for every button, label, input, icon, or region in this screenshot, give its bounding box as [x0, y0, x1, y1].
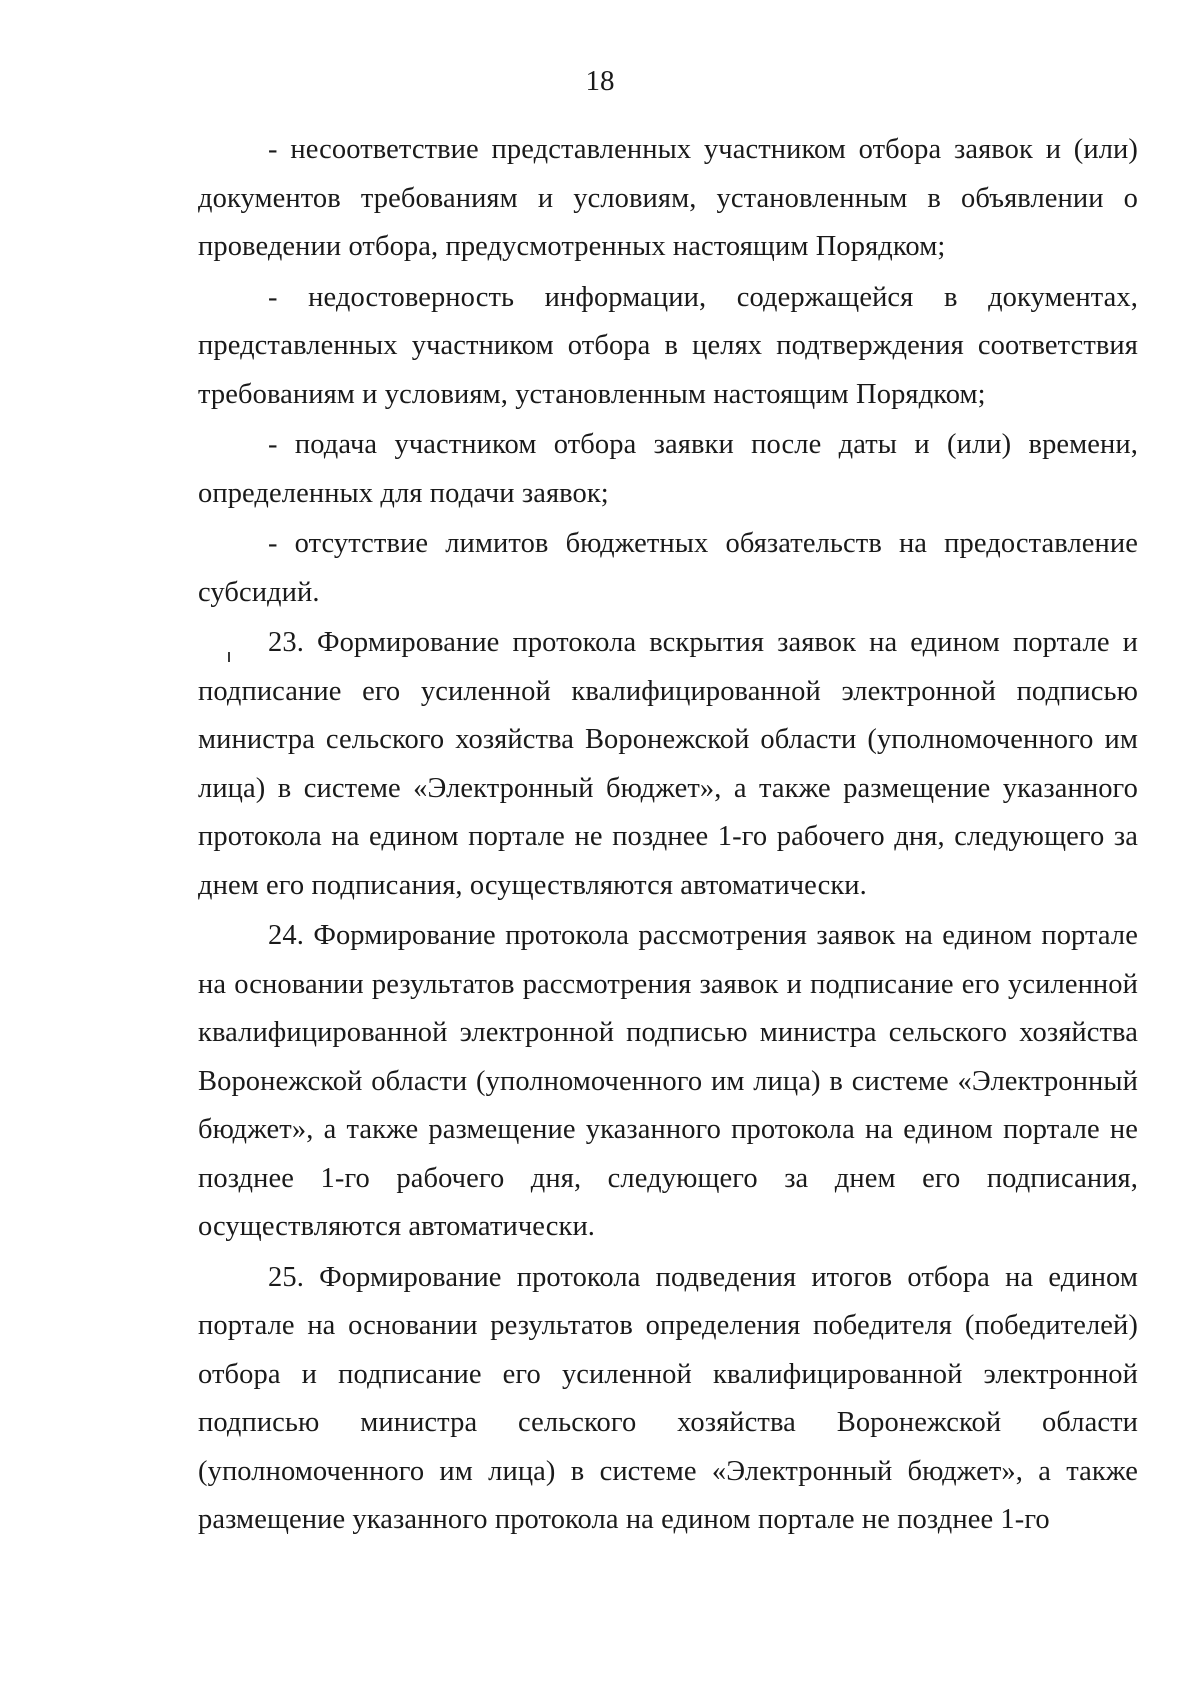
document-body [198, 126, 1138, 1545]
paragraph-2: - недостоверность информации, содержащейся в документах, представленных участником отбора в целях подтверждения соответствия требованиям и условиям, установленным настоящим Порядком; [198, 281, 1138, 410]
page-number: 18 [585, 65, 615, 97]
paragraph-6: 24. Формирование протокола рассмотрения заявок на едином портале на основании результатов рассмотрения заявок и подписание его усиленной квалифицированной электронной подписью министра сельского хозяйства Воронежской области (уполномоченного им лица) в системе «Электронный бюджет», а также размещение указанного протокола на едином портале не позднее 1-го рабочего дня, следующего за днем его подписания, осуществляются автоматически. [198, 920, 1138, 1242]
paragraph-4: - отсутствие лимитов бюджетных обязательств на предоставление субсидий. [198, 528, 1138, 608]
paragraph-1: - несоответствие представленных участником отбора заявок и (или) документов требованиям и условиям, установленным в объявлении о проведении отбора, предусмотренных настоящим Порядком; [198, 134, 1138, 262]
paragraph-3: - подача участником отбора заявки после даты и (или) времени, определенных для подачи заявок; [198, 429, 1138, 509]
paragraph-5: 23. Формирование протокола вскрытия заявок на едином портале и подписание его усиленной квалифицированной электронной подписью министра сельского хозяйства Воронежской области (уполномоченного им лица) в системе «Электронный бюджет», а также размещение указанного протокола на едином портале не позднее 1-го рабочего дня, следующего за днем его подписания, осуществляются автоматически. [198, 627, 1138, 901]
paragraph-7: 25. Формирование протокола подведения итогов отбора на едином портале на основании результатов определения победителя (победителей) отбора и подписание его усиленной квалифицированной электронной подписью министра сельского хозяйства Воронежской области (уполномоченного им лица) в системе «Электронный бюджет», а также размещение указанного протокола на едином портале не позднее 1-го [198, 1261, 1138, 1535]
